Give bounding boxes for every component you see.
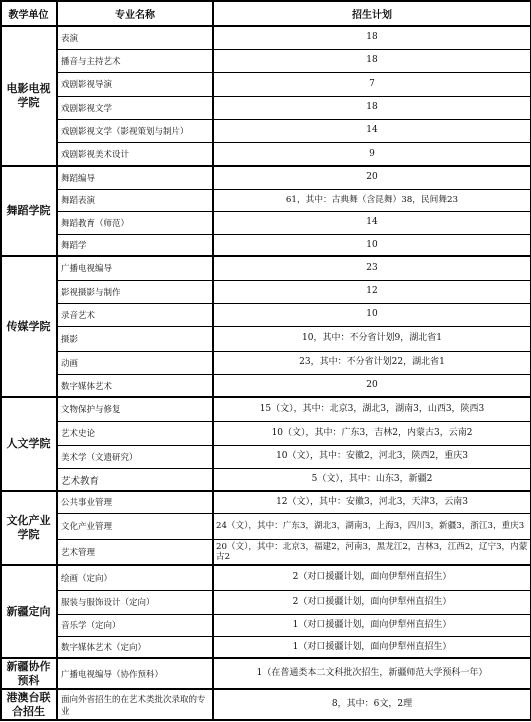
enrollment-plan: 2（对口援疆计划，面向伊犁州直招生） [292,596,452,607]
column-divider [212,0,214,720]
college-name: 文化产业学院 [6,514,51,541]
enrollment-plan: 8，其中：6文，2理 [331,699,413,709]
major-name: 舞蹈表演 [61,196,96,206]
enrollment-plan: 10 [366,309,378,319]
college-name: 港澳台联合招生 [6,690,51,718]
major-name: 艺术教育 [61,475,100,487]
major-name: 舞蹈教育（师范） [61,218,130,229]
header-college: 教学单位 [8,9,49,21]
major-name: 服装与服饰设计（定向） [61,598,155,608]
major-name: 表演 [61,33,79,44]
major-name: 舞蹈编导 [61,173,96,184]
major-name: 数字媒体艺术 [61,381,113,392]
enrollment-plan: 18 [366,55,378,65]
enrollment-plan: 2（对口援疆计划，面向伊犁州直招生） [292,572,452,582]
column-divider [56,0,58,720]
major-name: 绘画（定向） [61,573,113,584]
major-name: 戏剧影视导演 [61,80,113,90]
enrollment-plan: 1（对口援疆计划，面向伊犁州直招生） [292,641,452,652]
major-name: 戏剧影视文学 [61,103,113,114]
college-name: 电影电视学院 [6,82,51,109]
college-name: 人文学院 [6,437,51,450]
enrollment-plan: 20 [366,172,378,182]
major-name: 舞蹈学 [61,241,87,251]
enrollment-plan: 7 [369,78,375,89]
column-divider [0,0,2,720]
major-name: 美术学（文遗研究） [61,452,138,463]
enrollment-plan: 23 [366,262,378,273]
college-name: 舞蹈学院 [6,204,51,217]
major-name: 播音与主持艺术 [61,56,121,67]
enrollment-plan: 24（文），其中：广东3，湖北3，湖南3，上海3，四川3，新疆3，浙江3，重庆3 [216,520,525,531]
college-name: 新疆定向 [6,604,51,618]
enrollment-plan: 20 [366,380,378,390]
enrollment-plan: 14 [366,125,378,135]
enrollment-plan: 18 [366,102,378,112]
major-name: 录音艺术 [61,310,96,321]
enrollment-plan: 15（文），其中：北京3，湖北3，湖南3，山西3，陕西3 [259,403,485,414]
major-name: 广播电视编导（协作预科） [61,669,164,680]
enrollment-plan: 23，其中：不分省计划22，湖北省1 [299,357,445,367]
major-name: 艺术史论 [61,429,96,439]
enrollment-plan: 12 [366,286,378,296]
major-name: 戏剧影视美术设计 [61,150,130,160]
enrollment-plan: 12（文），其中：安徽3，河北3，天津3，云南3 [276,496,468,507]
major-name: 广播电视编导 [61,264,113,274]
enrollment-plan: 10（文），其中：广东3，吉林2，内蒙古3，云南2 [271,427,473,438]
major-name: 艺术管理 [61,548,96,558]
enrollment-plan: 10 [366,239,378,250]
enrollment-plan: 10，其中：不分省计划9，湖北省1 [302,333,442,343]
header-plan: 招生计划 [352,9,392,21]
major-name: 文化产业管理 [61,522,113,532]
major-name: 动画 [61,358,79,369]
major-name: 面向外省招生的在艺术类批次录取的专业 [61,694,206,717]
enrollment-plan: 1（在普通类本二文科批次招生，新疆师范大学预科一年） [256,668,488,678]
enrollment-plan: 18 [366,32,378,42]
major-name: 戏剧影视文学（影视策划与制片） [61,126,189,137]
group-divider [0,719,531,721]
enrollment-plan: 1（对口援疆计划，面向伊犁州直招生） [292,619,452,630]
major-name: 音乐学（定向） [61,621,121,631]
major-name: 影视摄影与制作 [61,287,121,298]
major-name: 公共事业管理 [61,498,113,508]
group-divider [0,0,531,2]
major-name: 摄影 [61,334,79,345]
college-name: 传媒学院 [6,319,51,333]
header-major: 专业名称 [115,9,155,21]
enrollment-plan: 10（文），其中：安徽2，河北3，陕西2，重庆3 [276,451,468,461]
major-name: 数字媒体艺术（定向） [61,643,147,653]
enrollment-plan: 5（文），其中：山东3，新疆2 [311,474,433,484]
enrollment-plan: 9 [369,148,375,159]
enrollment-plan: 14 [366,217,378,227]
college-name: 新疆协作预科 [6,659,51,687]
major-name: 文物保护与修复 [61,405,121,415]
enrollment-plan: 20（文），其中：北京3，福建2，河南3，黑龙江2，吉林3，江西2，辽宁3，内蒙古2 [216,541,528,562]
enrollment-plan: 61，其中：古典舞（含昆舞）38，民间舞23 [285,194,459,205]
